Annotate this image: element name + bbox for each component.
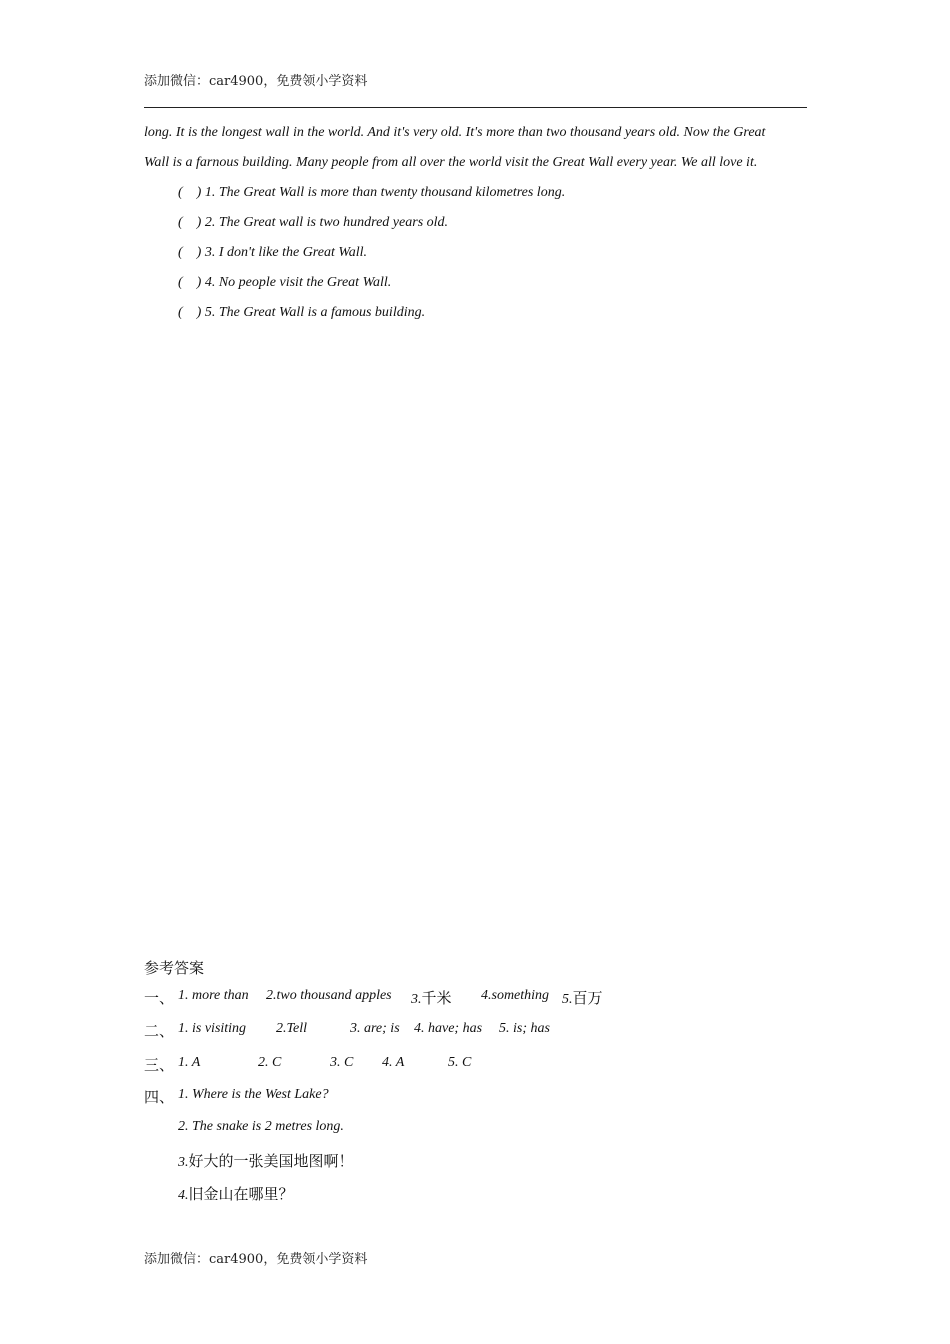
question-text: 1. The Great Wall is more than twenty thousand kilometres long. [204, 185, 566, 200]
answer-3-2: 2. C [258, 1055, 282, 1070]
question-1 [178, 185, 565, 201]
answer-3-3: 3. C [330, 1055, 354, 1070]
answer-paren-close: ) [196, 215, 202, 230]
page-header: 添加微信：car4900，免费领小学资料 [144, 74, 368, 89]
answers-title: 参考答案 [144, 959, 205, 977]
answer-3-5: 5. C [448, 1055, 472, 1070]
question-3 [178, 245, 367, 261]
answers-section-1-label: 一、 [144, 989, 175, 1007]
answers-section-4-label: 四、 [144, 1088, 175, 1106]
answer-4-2: 2. The snake is 2 metres long. [178, 1119, 344, 1134]
answer-paren-open: ( [178, 245, 183, 260]
passage-line-1: long. It is the longest wall in the world. And it's very old. It's more than two thousand years old. Now the Great [144, 125, 766, 140]
header-rule [144, 107, 807, 108]
answer-1-3: 3.千米 [411, 989, 452, 1007]
answer-paren-open: ( [178, 305, 183, 320]
answer-paren-close: ) [196, 305, 202, 320]
answers-section-3-label: 三、 [144, 1056, 175, 1074]
answer-1-4: 4.something [481, 988, 550, 1003]
answer-paren-close: ) [196, 185, 202, 200]
answer-4-1: 1. Where is the West Lake? [178, 1087, 329, 1102]
answer-2-4: 4. have; has [414, 1021, 483, 1036]
answer-2-1: 1. is visiting [178, 1021, 247, 1036]
question-5 [178, 305, 425, 321]
page-footer: 添加微信：car4900，免费领小学资料 [144, 1252, 368, 1267]
answer-2-2: 2.Tell [276, 1021, 307, 1036]
question-text: 3. I don't like the Great Wall. [204, 245, 367, 260]
passage-line-2: Wall is a farnous building. Many people from all over the world visit the Great Wall every year. We all love it. [144, 155, 758, 170]
answer-paren-close: ) [196, 245, 202, 260]
question-4 [178, 275, 391, 291]
answers-section-2-label: 二、 [144, 1022, 175, 1040]
answer-4-3: 3.好大的一张美国地图啊！ [178, 1152, 354, 1170]
question-2 [178, 215, 448, 231]
answer-3-1: 1. A [178, 1055, 201, 1070]
question-text: 5. The Great Wall is a famous building. [204, 305, 426, 320]
answer-4-4: 4.旧金山在哪里？ [178, 1185, 294, 1203]
answer-paren-open: ( [178, 215, 183, 230]
answer-paren-open: ( [178, 275, 183, 290]
question-text: 4. No people visit the Great Wall. [204, 275, 392, 290]
answer-paren-close: ) [196, 275, 202, 290]
answer-1-5: 5.百万 [562, 989, 603, 1007]
answer-2-5: 5. is; has [499, 1021, 550, 1036]
question-text: 2. The Great wall is two hundred years old. [204, 215, 449, 230]
answer-1-2: 2.two thousand apples [266, 988, 392, 1003]
answer-3-4: 4. A [382, 1055, 405, 1070]
answer-1-1: 1. more than [178, 988, 249, 1003]
answer-2-3: 3. are; is [350, 1021, 400, 1036]
answer-paren-open: ( [178, 185, 183, 200]
